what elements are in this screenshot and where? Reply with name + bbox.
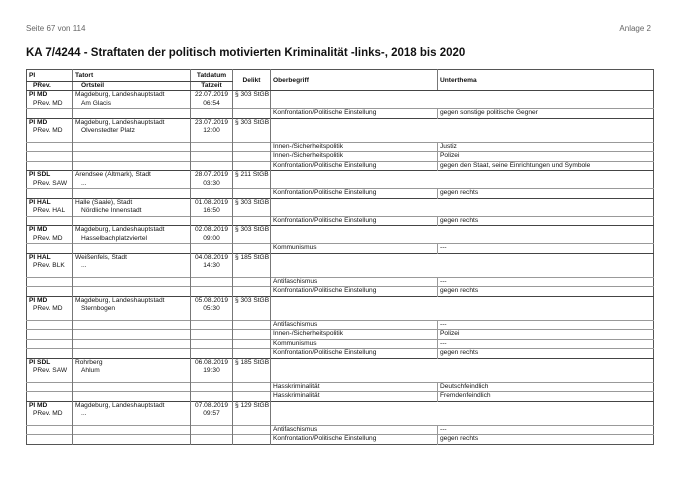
col-tatzeit: Tatzeit xyxy=(191,81,233,91)
page-number: Seite 67 von 114 xyxy=(26,24,86,33)
topic-unterthema: gegen sonstige politische Gegner xyxy=(440,109,538,116)
record-prev: PRev. MD xyxy=(33,127,63,134)
record-district: ... xyxy=(73,262,191,271)
topic-row xyxy=(27,320,654,330)
record-pi: PI MD xyxy=(27,401,73,410)
offense-table xyxy=(26,69,654,445)
record-row xyxy=(27,118,654,127)
topic-oberbegriff: Hasskriminalität xyxy=(271,382,438,392)
record-offense: § 211 StGB xyxy=(233,171,271,189)
topic-oberbegriff: Innen-/Sicherheitspolitik xyxy=(271,142,438,152)
topic-row xyxy=(27,277,654,287)
topic-oberbegriff: Konfrontation/Politische Einstellung xyxy=(271,216,438,226)
record-offense: § 185 StGB xyxy=(233,253,271,271)
record-offense: § 303 StGB xyxy=(233,296,271,314)
topic-unterthema: --- xyxy=(440,339,447,347)
topic-row xyxy=(27,109,654,119)
record-row xyxy=(27,91,654,100)
record-offense: § 303 StGB xyxy=(233,226,271,244)
topic-unterthema: Deutschfeindlich xyxy=(440,382,489,390)
topic-unterthema: --- xyxy=(440,320,447,328)
topic-unterthema: gegen rechts xyxy=(440,189,479,196)
record-prev: PRev. SAW xyxy=(33,367,68,374)
record-district: Nördliche Innenstadt xyxy=(73,207,191,216)
record-offense: § 303 StGB xyxy=(233,118,271,136)
topic-oberbegriff: Konfrontation/Politische Einstellung xyxy=(271,349,438,359)
topic-oberbegriff: Kommunismus xyxy=(271,244,438,254)
record-pi: PI HAL xyxy=(27,253,73,262)
record-row xyxy=(27,171,654,180)
col-tatort: Tatort xyxy=(73,70,191,82)
topic-row xyxy=(27,339,654,349)
col-tatdatum: Tatdatum xyxy=(191,70,233,82)
topic-unterthema: gegen rechts xyxy=(440,216,479,224)
topic-oberbegriff: Konfrontation/Politische Einstellung xyxy=(271,109,438,119)
record-pi: PI SDL xyxy=(27,358,73,367)
record-prev: PRev. SAW xyxy=(33,179,68,187)
record-district: Hasselbachplatzviertel xyxy=(73,235,191,244)
record-time: 06:54 xyxy=(191,100,233,109)
record-prev: PRev. MD xyxy=(33,410,63,417)
record-prev: PRev. HAL xyxy=(33,207,66,214)
topic-unterthema: Fremdenfeindlich xyxy=(440,392,491,399)
topic-unterthema: Justiz xyxy=(440,142,457,150)
record-place: Magdeburg, Landeshauptstadt xyxy=(73,296,191,305)
record-time: 12:00 xyxy=(191,127,233,136)
col-delikt: Delikt xyxy=(233,70,271,91)
topic-row xyxy=(27,287,654,297)
topic-unterthema: gegen den Staat, seine Einrichtungen und Symbole xyxy=(440,161,591,169)
topic-unterthema: --- xyxy=(440,244,447,251)
record-date: 07.08.2019 xyxy=(191,401,233,410)
topic-row xyxy=(27,216,654,226)
record-offense: § 129 StGB xyxy=(233,401,271,419)
topic-row xyxy=(27,425,654,435)
record-row xyxy=(27,401,654,410)
record-prev: PRev. MD xyxy=(33,99,63,107)
topic-row xyxy=(27,349,654,359)
record-time: 09:57 xyxy=(191,410,233,419)
topic-unterthema: --- xyxy=(440,277,447,285)
topic-unterthema: --- xyxy=(440,425,447,433)
col-pi: PI xyxy=(27,70,73,82)
topic-oberbegriff: Hasskriminalität xyxy=(271,392,438,402)
record-row xyxy=(27,296,654,305)
col-ortsteil: Ortsteil xyxy=(73,81,191,91)
topic-row xyxy=(27,161,654,171)
record-time: 05:30 xyxy=(191,305,233,314)
record-time: 14:30 xyxy=(191,262,233,271)
record-row xyxy=(27,358,654,367)
topic-oberbegriff: Kommunismus xyxy=(271,339,438,349)
topic-oberbegriff: Innen-/Sicherheitspolitik xyxy=(271,152,438,162)
record-date: 02.08.2019 xyxy=(191,226,233,235)
record-pi: PI HAL xyxy=(27,198,73,207)
record-date: 01.08.2019 xyxy=(191,198,233,207)
topic-unterthema: Polizei xyxy=(440,152,460,159)
record-time: 16:50 xyxy=(191,207,233,216)
record-date: 05.08.2019 xyxy=(191,296,233,305)
record-district: ... xyxy=(73,410,191,419)
record-prev: PRev. BLK xyxy=(33,262,65,269)
record-place: Magdeburg, Landeshauptstadt xyxy=(73,91,191,100)
record-pi: PI MD xyxy=(29,91,48,98)
topic-row xyxy=(27,244,654,254)
col-oberbegriff: Oberbegriff xyxy=(271,70,438,91)
record-district: Sternbogen xyxy=(73,305,191,314)
record-date: 23.07.2019 xyxy=(191,118,233,127)
topic-row xyxy=(27,142,654,152)
record-pi: PI MD xyxy=(27,226,73,235)
topic-oberbegriff: Konfrontation/Politische Einstellung xyxy=(271,189,438,199)
table-header xyxy=(27,70,654,91)
record-place: Magdeburg, Landeshauptstadt xyxy=(73,226,191,235)
record-place: Arendsee (Altmark), Stadt xyxy=(73,171,191,180)
topic-row xyxy=(27,330,654,340)
record-place: Rohrberg xyxy=(73,358,191,367)
record-row xyxy=(27,198,654,207)
topic-oberbegriff: Antifaschismus xyxy=(271,425,438,435)
record-date: 06.08.2019 xyxy=(191,358,233,367)
record-place: Magdeburg, Landeshauptstadt xyxy=(73,118,191,127)
topic-row xyxy=(27,382,654,392)
record-row xyxy=(27,226,654,235)
record-district: Olvenstedter Platz xyxy=(73,127,191,136)
topic-oberbegriff: Antifaschismus xyxy=(271,277,438,287)
record-offense: § 303 StGB xyxy=(233,198,271,216)
topic-oberbegriff: Konfrontation/Politische Einstellung xyxy=(271,287,438,297)
topic-unterthema: gegen rechts xyxy=(440,287,479,294)
topic-oberbegriff: Konfrontation/Politische Einstellung xyxy=(271,161,438,171)
record-date: 04.08.2019 xyxy=(191,253,233,262)
record-time: 09:00 xyxy=(191,235,233,244)
record-date: 22.07.2019 xyxy=(191,91,233,100)
record-prev: PRev. MD xyxy=(33,234,63,242)
topic-unterthema: gegen rechts xyxy=(440,349,479,356)
record-pi: PI MD xyxy=(27,118,73,127)
topic-oberbegriff: Antifaschismus xyxy=(271,320,438,330)
col-prev: PRev. xyxy=(27,81,73,91)
topic-row xyxy=(27,392,654,402)
record-place: Halle (Saale), Stadt xyxy=(73,198,191,207)
record-time: 19:30 xyxy=(191,367,233,376)
record-place: Magdeburg, Landeshauptstadt xyxy=(73,401,191,410)
col-unterthema: Unterthema xyxy=(438,70,654,91)
record-offense: § 303 StGB xyxy=(233,91,271,109)
topic-row xyxy=(27,435,654,445)
record-district: ... xyxy=(73,180,191,189)
topic-row xyxy=(27,152,654,162)
record-pi: PI MD xyxy=(27,296,73,305)
record-district: Ahlum xyxy=(73,367,191,376)
topic-oberbegriff: Konfrontation/Politische Einstellung xyxy=(271,435,438,445)
record-date: 28.07.2019 xyxy=(191,171,233,180)
record-district: Am Glacis xyxy=(73,100,191,109)
document-title: KA 7/4244 - Straftaten der politisch motivierten Kriminalität -links-, 2018 bis 2020 xyxy=(26,47,466,59)
topic-unterthema: gegen rechts xyxy=(440,435,479,442)
table-body xyxy=(27,91,654,445)
topic-unterthema: Polizei xyxy=(440,330,460,337)
record-row xyxy=(27,253,654,262)
record-time: 03:30 xyxy=(191,180,233,189)
record-place: Weißenfels, Stadt xyxy=(73,253,191,262)
topic-row xyxy=(27,189,654,199)
record-prev: PRev. MD xyxy=(33,305,63,312)
annex-label: Anlage 2 xyxy=(619,24,651,33)
topic-oberbegriff: Innen-/Sicherheitspolitik xyxy=(271,330,438,340)
record-offense: § 185 StGB xyxy=(233,358,271,376)
record-pi: PI SDL xyxy=(27,171,73,180)
